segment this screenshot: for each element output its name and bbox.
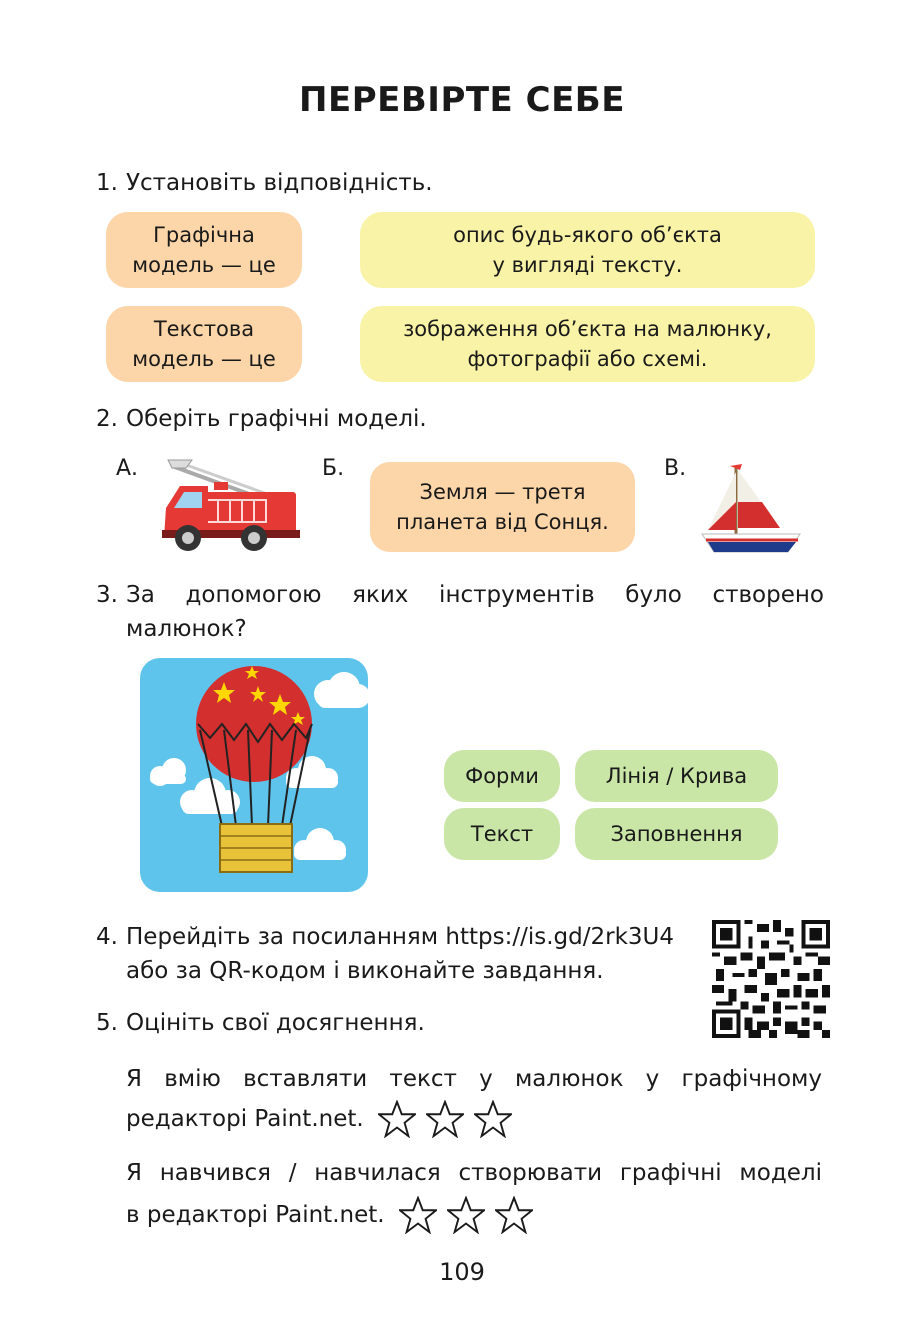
question-4 [96, 920, 674, 988]
rating-stars-1 [378, 1100, 522, 1138]
question-number: 3. [96, 582, 118, 608]
question-number: 1. [96, 170, 118, 196]
match-left-2[interactable] [106, 306, 302, 382]
question-1 [96, 166, 433, 200]
question-text: Оберіть графічні моделі. [126, 406, 427, 432]
self-assessment-2 [126, 1196, 543, 1234]
qr-code[interactable] [712, 920, 830, 1038]
match-text: модель — це [132, 253, 276, 277]
rating-stars-2 [399, 1196, 543, 1234]
question-text: Оцініть свої досягнення. [126, 1010, 425, 1036]
self-assessment-1-line1: Я вмію вставляти текст у малюнок у графічному [126, 1066, 822, 1092]
fire-truck-image[interactable] [158, 458, 300, 554]
question-text: Установіть відповідність. [126, 170, 433, 196]
match-right-1[interactable] [360, 212, 815, 288]
match-text: модель — це [132, 347, 276, 371]
hot-air-balloon-image[interactable] [140, 658, 368, 892]
tool-option-shapes[interactable]: Форми [444, 750, 560, 802]
question-3 [96, 578, 824, 646]
text-model-card[interactable] [370, 462, 635, 552]
self-assessment-2-line1: Я навчився / навчилася створювати графічні моделі [126, 1160, 822, 1186]
page-title: ПЕРЕВІРТЕ СЕБЕ [299, 80, 625, 120]
star-icon[interactable] [474, 1100, 512, 1138]
match-text: фотографії або схемі. [467, 347, 708, 371]
tool-option-line-curve[interactable]: Лінія / Крива [575, 750, 778, 802]
question-text[interactable]: Перейдіть за посиланням https://is.gd/2rk3U4 [126, 924, 674, 950]
option-b-label: Б. [322, 456, 345, 481]
question-number: 2. [96, 406, 118, 432]
star-icon[interactable] [378, 1100, 416, 1138]
question-text-cont: або за QR-кодом і виконайте завдання. [126, 958, 604, 984]
self-assessment-1-line2: редакторі Paint.net. [126, 1106, 364, 1132]
self-assessment-1 [126, 1100, 522, 1138]
star-icon[interactable] [495, 1196, 533, 1234]
option-a-label: А. [116, 456, 139, 481]
tool-option-fill[interactable]: Заповнення [575, 808, 778, 860]
self-assessment-2-line2: в редакторі Paint.net. [126, 1202, 385, 1228]
text-model-line: планета від Сонця. [396, 510, 609, 534]
star-icon[interactable] [399, 1196, 437, 1234]
match-text: зображення об’єкта на малюнку, [403, 317, 772, 341]
match-text: Текстова [153, 317, 255, 341]
match-left-1[interactable] [106, 212, 302, 288]
match-text: опис будь-якого об’єкта [453, 223, 722, 247]
tool-option-text[interactable]: Текст [444, 808, 560, 860]
sailboat-image[interactable] [700, 462, 804, 556]
question-number: 5. [96, 1010, 118, 1036]
question-text-cont: малюнок? [126, 616, 247, 642]
text-model-line: Земля — третя [419, 480, 586, 504]
option-c-label: В. [664, 456, 687, 481]
star-icon[interactable] [426, 1100, 464, 1138]
star-icon[interactable] [447, 1196, 485, 1234]
question-text: За допомогою яких інструментів було створено [126, 582, 824, 608]
match-right-2[interactable] [360, 306, 815, 382]
page-number: 109 [439, 1258, 485, 1286]
match-text: у вигляді тексту. [492, 253, 683, 277]
question-number: 4. [96, 924, 118, 950]
match-text: Графічна [153, 223, 255, 247]
question-2 [96, 402, 427, 436]
question-5 [96, 1006, 425, 1040]
